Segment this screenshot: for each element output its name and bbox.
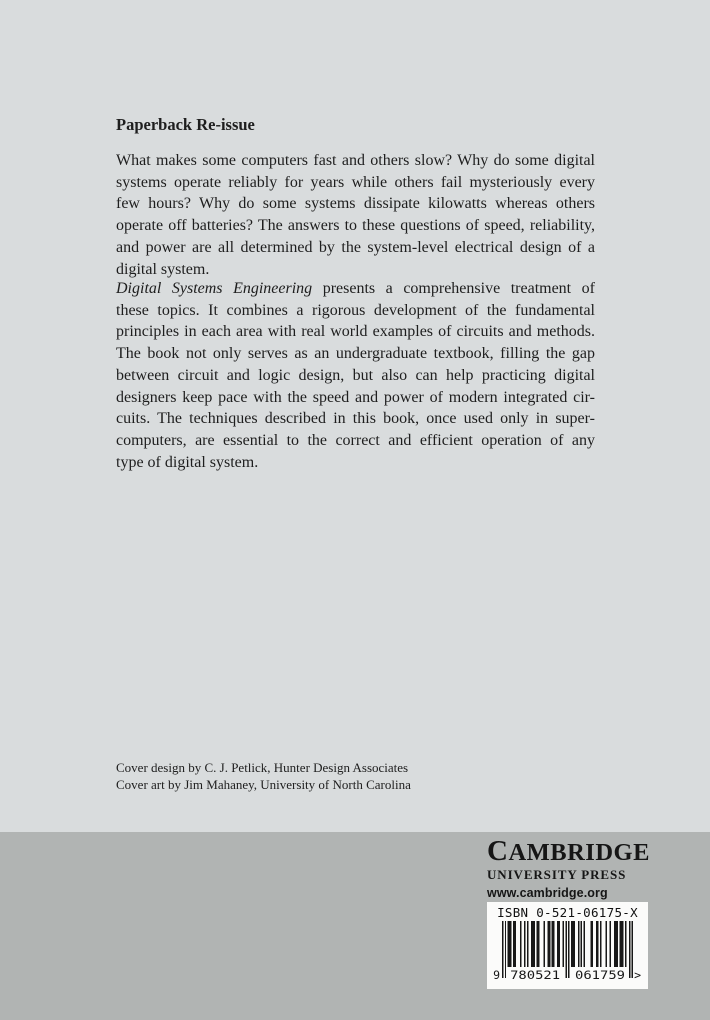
blurb-paragraph-2 — [116, 278, 595, 473]
text-line: systems operate reliably for years while others fail mysteriously every — [116, 173, 595, 191]
text-line — [116, 278, 595, 300]
text-line: cuits. The techniques described in this book, once used only in super- — [116, 410, 595, 428]
ean-barcode — [493, 921, 643, 983]
text-line: designers keep pace with the speed and power of modern integrated cir- — [116, 388, 595, 406]
text-line: between circuit and logic design, but also can help practicing digital — [116, 366, 595, 384]
text-line: type of digital system. — [116, 453, 259, 471]
publisher-website: www.cambridge.org — [487, 886, 608, 900]
isbn-barcode-box — [487, 902, 648, 989]
text-line: principles in each area with real world examples of circuits and methods. — [116, 323, 595, 341]
text-line: Cover art by Jim Mahaney, University of North Carolina — [116, 777, 411, 793]
publisher-logo — [487, 835, 650, 900]
publisher-name-rest: AMBRIDGE — [508, 839, 650, 866]
publisher-subtitle: UNIVERSITY PRESS — [487, 867, 627, 882]
svg-text:061759: 061759 — [574, 968, 625, 982]
text-run: presents a comprehensive treatment of — [312, 280, 595, 297]
text-line: computers, are essential to the correct and efficient operation of any — [116, 431, 595, 449]
text-line: digital system. — [116, 260, 210, 278]
publisher-name — [487, 835, 650, 867]
svg-text:780521: 780521 — [509, 968, 560, 982]
cover-credits — [116, 759, 595, 794]
text-line: The book not only serves as an undergraduate textbook, filling the gap — [116, 345, 595, 363]
isbn-number: ISBN 0-521-06175-X — [497, 905, 638, 920]
blurb-paragraph-1 — [116, 150, 595, 280]
svg-text:>: > — [633, 968, 641, 982]
edition-heading: Paperback Re-issue — [116, 115, 255, 134]
svg-text:9: 9 — [492, 968, 500, 982]
text-line: operate off batteries? The answers to these questions of speed, reliability, — [116, 217, 595, 235]
publisher-name-initial: C — [487, 835, 509, 867]
text-line: What makes some computers fast and others slow? Why do some digital — [116, 152, 595, 169]
text-line: and power are all determined by the system-level electrical design of a — [116, 238, 595, 256]
blurb-paragraph-2-rest — [116, 300, 595, 474]
text-line: these topics. It combines a rigorous development of the fundamental — [116, 301, 595, 319]
text-line: few hours? Why do some systems dissipate kilowatts whereas others — [116, 195, 595, 213]
text-line: Cover design by C. J. Petlick, Hunter Design Associates — [116, 760, 409, 775]
book-title-italic: Digital Systems Engineering — [116, 280, 313, 297]
